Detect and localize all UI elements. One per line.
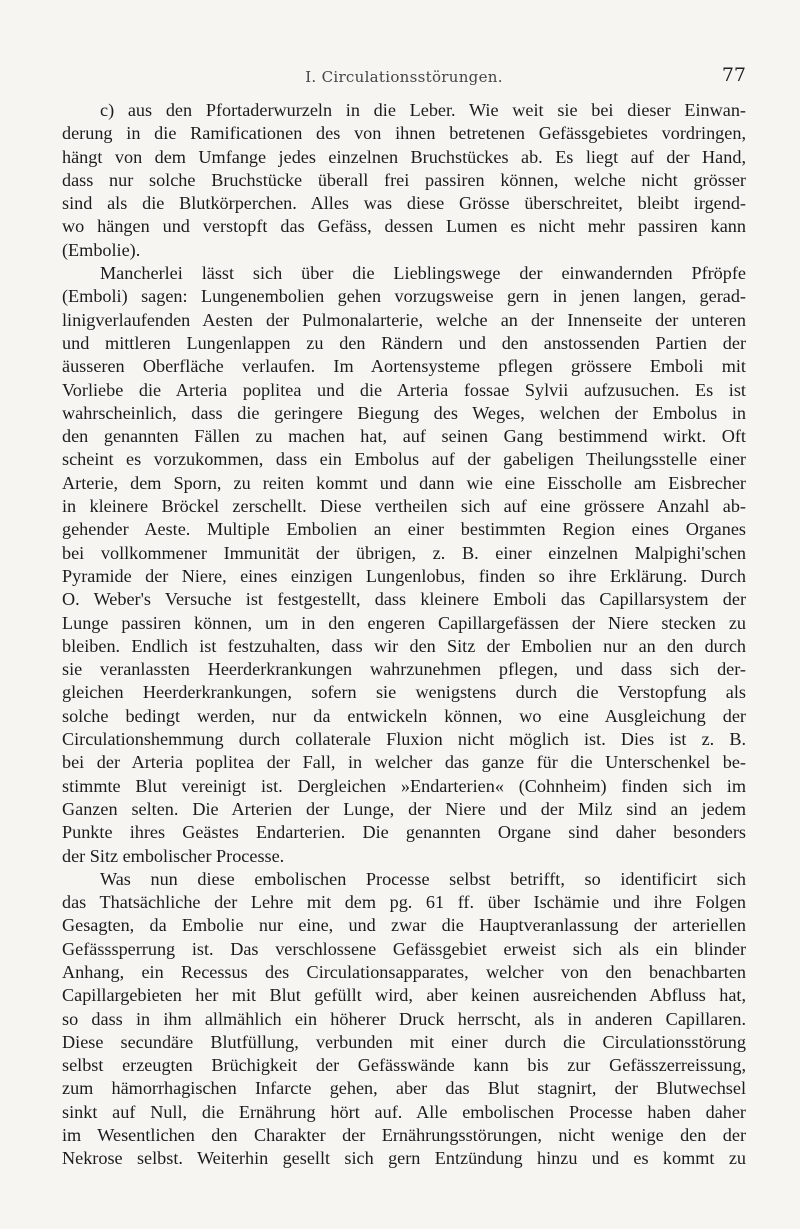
running-head	[62, 64, 746, 96]
text-line: stimmte Blut vereinigt ist. Dergleichen »Endarterien« (Cohnheim) finden sich im	[62, 775, 746, 796]
text-line: Ganzen selten. Die Arterien der Lunge, der Niere und der Milz sind an jedem	[62, 798, 746, 819]
text-line: und mittleren Lungenlappen zu den Rändern und den anstossenden Partien der	[62, 332, 746, 353]
text-line: wo hängen und verstopft das Gefäss, dessen Lumen es nicht mehr passiren kann	[62, 216, 746, 237]
text-line: selbst erzeugten Brüchigkeit der Gefässwände kann bis zur Gefässzerreissung,	[62, 1055, 746, 1076]
text-line: linigverlaufenden Aesten der Pulmonalarterie, welche an der Innenseite der unteren	[62, 309, 746, 330]
text-line: bei der Arteria poplitea der Fall, in welcher das ganze für die Unterschenkel be-	[62, 752, 746, 773]
text-line: Gesagten, da Embolie nur eine, und zwar die Hauptveranlassung der arteriellen	[62, 915, 746, 936]
text-line: in kleinere Bröckel zerschellt. Diese vertheilen sich auf eine grössere Anzahl ab-	[62, 496, 746, 517]
text-line: Was nun diese embolischen Processe selbst betrifft, so identificirt sich	[100, 868, 746, 889]
text-line: solche bedingt werden, nur da entwickeln können, wo eine Ausgleichung der	[62, 705, 746, 726]
text-line: bei vollkommener Immunität der übrigen, z. B. einer einzelnen Malpighi'schen	[62, 542, 746, 563]
text-line: Pyramide der Niere, eines einzigen Lungenlobus, finden so ihre Erklärung. Durch	[62, 565, 746, 586]
body-text	[62, 99, 746, 1171]
text-line: derung in die Ramificationen des von ihnen betretenen Gefässgebietes vordringen,	[62, 123, 746, 144]
text-line: Mancherlei lässt sich über die Lieblingswege der einwandernden Pfröpfe	[100, 263, 746, 284]
text-line: den genannten Fällen zu machen hat, auf seinen Gang bestimmend wirkt. Oft	[62, 426, 746, 447]
text-line: gleichen Heerderkrankungen, sofern sie wenigstens durch die Verstopfung als	[62, 682, 746, 703]
page-number: 77	[721, 64, 746, 86]
text-line: scheint es vorzukommen, dass ein Embolus auf der gabeligen Theilungsstelle einer	[62, 449, 746, 470]
text-line: sinkt auf Null, die Ernährung hört auf. Alle embolischen Processe haben daher	[62, 1101, 746, 1122]
text-line: bleiben. Endlich ist festzuhalten, dass wir den Sitz der Embolien nur an den durch	[62, 635, 746, 656]
text-line: äusseren Oberfläche verlaufen. Im Aortensysteme pflegen grössere Emboli mit	[62, 356, 746, 377]
text-line: Punkte ihres Geästes Endarterien. Die genannten Organe sind daher besonders	[62, 822, 746, 843]
text-line: c) aus den Pfortaderwurzeln in die Leber. Wie weit sie bei dieser Einwan-	[100, 100, 746, 120]
text-line: sind als die Blutkörperchen. Alles was diese Grösse überschreitet, bleibt irgend-	[62, 193, 746, 214]
text-line: wahrscheinlich, dass die geringere Biegung des Weges, welchen der Embolus in	[62, 402, 746, 423]
text-line: Arterie, dem Sporn, zu reiten kommt und dann wie eine Eisscholle am Eisbrecher	[62, 472, 746, 493]
text-line: Vorliebe die Arteria poplitea und die Arteria fossae Sylvii aufzusuchen. Es ist	[62, 379, 746, 400]
text-line: Anhang, ein Recessus des Circulationsapparates, welcher von den benachbarten	[62, 961, 746, 982]
text-line: im Wesentlichen den Charakter der Ernährungsstörungen, nicht wenige den der	[62, 1125, 746, 1146]
text-line: gehender Aeste. Multiple Embolien an einer bestimmten Region eines Organes	[62, 519, 746, 540]
text-line: sie veranlassten Heerderkrankungen wahrzunehmen pflegen, und dass sich der-	[62, 659, 746, 680]
text-line: zum hämorrhagischen Infarcte gehen, aber das Blut stagnirt, der Blutwechsel	[62, 1078, 746, 1099]
text-line: hängt von dem Umfange jedes einzelnen Bruchstückes ab. Es liegt auf der Hand,	[62, 146, 746, 167]
text-line: (Embolie).	[62, 239, 141, 260]
text-line: Diese secundäre Blutfüllung, verbunden mit einer durch die Circulationsstörung	[62, 1031, 746, 1052]
text-line: (Emboli) sagen: Lungenembolien gehen vorzugsweise gern in jenen langen, gerad-	[62, 286, 746, 307]
text-line: Circulationshemmung durch collaterale Fluxion nicht möglich ist. Dies ist z. B.	[62, 729, 746, 750]
running-title: I. Circulationsstörungen.	[305, 68, 503, 86]
text-line: Lunge passiren können, um in den engeren Capillargefässen der Niere stecken zu	[62, 612, 746, 633]
text-line: Capillargebieten her mit Blut gefüllt wird, aber keinen ausreichenden Abfluss hat,	[62, 985, 746, 1006]
text-line: so dass in ihm allmählich ein höherer Druck herrscht, als in anderen Capillaren.	[62, 1008, 746, 1029]
text-line: dass nur solche Bruchstücke überall frei passiren können, welche nicht grösser	[62, 169, 746, 190]
text-line: der Sitz embolischer Processe.	[62, 845, 285, 866]
text-line: Nekrose selbst. Weiterhin gesellt sich gern Entzündung hinzu und es kommt zu	[62, 1148, 746, 1169]
text-line: O. Weber's Versuche ist festgestellt, dass kleinere Emboli das Capillarsystem der	[62, 589, 746, 610]
text-line: das Thatsächliche der Lehre mit dem pg. 61 ff. über Ischämie und ihre Folgen	[62, 892, 746, 913]
text-line: Gefässsperrung ist. Das verschlossene Gefässgebiet erweist sich als ein blinder	[62, 938, 746, 959]
